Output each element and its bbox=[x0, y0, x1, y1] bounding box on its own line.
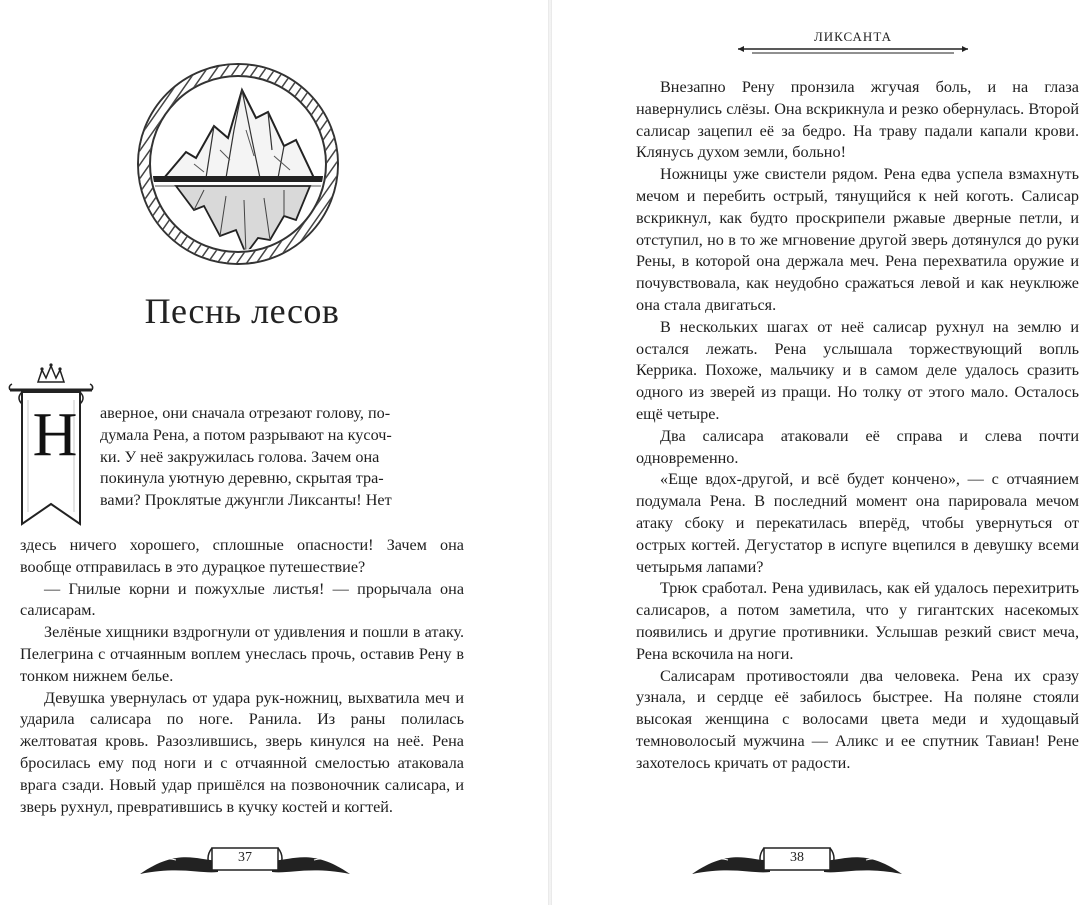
text-line: аверное, они сначала отрезают голову, по- bbox=[100, 404, 391, 422]
paragraph: «Еще вдох-другой, и всё будет кончено», — с отчаянием подумала Рена. В последний момент она парировала мечом атаку сбоку и перекатилась вперёд, чтобы увернуться от острых когтей. Дегустатор в испуге вцепился в девушку всеми четырьмя лапами? bbox=[636, 470, 1079, 576]
paragraph: здесь ничего хорошего, сплошные опасности! Зачем она вообще отправилась в это дурацкое путешествие? bbox=[20, 536, 464, 576]
paragraph: Ножницы уже свистели рядом. Рена едва успела взмахнуть мечом и перебить острый, тянущийся к ней коготь. Салисар вскрикнул, как будто проскрипели ржавые дверные петли, и отступил, но в то же мгновение другой зверь дотянулся до руки Рены, в которой она держала меч. Рена перехватила оружие и почувствовала, как неудобно сражаться левой и как неуклюже она стала двигаться. bbox=[636, 165, 1079, 314]
paragraph: Девушка увернулась от удара рук-ножниц, выхватила меч и ударила салисара по ноге. Ранила. Из раны полилась желтоватая кровь. Разозлившись, зверь кинулся на неё. Рена бросилась ему под ноги и с отчаянной смелостью атаковала врага сзади. Новый удар пришёлся на позвоночник салисара, и зверь рухнул, превратившись в кучку костей и когтей. bbox=[20, 688, 464, 816]
mountain-emblem-icon bbox=[134, 60, 342, 268]
paragraph: Два салисара атаковали её справа и слева почти одновременно. bbox=[636, 426, 1079, 467]
drop-cap-letter: Н bbox=[32, 401, 78, 469]
page-number-scroll bbox=[692, 826, 902, 896]
paragraph: Зелёные хищники вздрогнули от удивления и пошли в атаку. Пелегрина с отчаянным воплем унеслась прочь, оставив Рену в тонком нижнем белье. bbox=[20, 623, 464, 685]
text-line: покинула уютную деревню, скрытая тра- bbox=[100, 469, 384, 488]
page-number-scroll bbox=[140, 826, 350, 896]
paragraph: В нескольких шагах от неё салисар рухнул на землю и остался лежать. Рена услышала торжествующий вопль Керрика. Похоже, мальчику и в самом деле удалось сразить одного из зверей из пращи. Но толку от этого мало. Осталось ещё четыре. bbox=[636, 317, 1079, 423]
paragraph: — Гнилые корни и пожухлые листья! — прорычала она салисарам. bbox=[20, 579, 464, 620]
text-line: вами? Проклятые джунгли Ликсанты! Нет bbox=[100, 491, 392, 510]
right-page bbox=[552, 0, 1081, 905]
paragraph: Внезапно Рену пронзила жгучая боль, и на глаза навернулись слёзы. Она вскрикнула и резко обернулась. Второй салисар зацепил её за бедро. На траву падали капали крови. Клянусь духом земли, больно! bbox=[636, 78, 1079, 162]
opening-paragraph bbox=[100, 403, 464, 512]
paragraph: Салисарам противостояли два человека. Рена их сразу узнала, и сердце её забилось быстрее. На поляне стояли высокая женщина с волосами цвета меди и худощавый темноволосый мужчина — Аликс и ее спутник Тавиан! Рене захотелось кричать от радости. bbox=[636, 666, 1079, 772]
page-number: 38 bbox=[790, 850, 804, 865]
page-number: 37 bbox=[238, 850, 252, 865]
paragraph: Трюк сработал. Рена удивилась, как ей удалось перехитрить салисаров, а потом заметила, что у гигантских насекомых появились и другие противники. Услышав резкий свист меча, Рена вскочила на ноги. bbox=[636, 579, 1079, 663]
running-head bbox=[738, 28, 968, 58]
text-line: думала Рена, а потом разрывают на кусоч- bbox=[100, 425, 392, 444]
chapter-title: Песнь лесов bbox=[144, 291, 340, 331]
drop-cap-banner bbox=[8, 362, 94, 532]
text-line: ки. У неё закружилась голова. Зачем она bbox=[100, 447, 380, 466]
left-body-text bbox=[20, 535, 464, 818]
running-head-label: ЛИКСАНТА bbox=[813, 29, 893, 44]
right-body-text bbox=[636, 77, 1079, 775]
